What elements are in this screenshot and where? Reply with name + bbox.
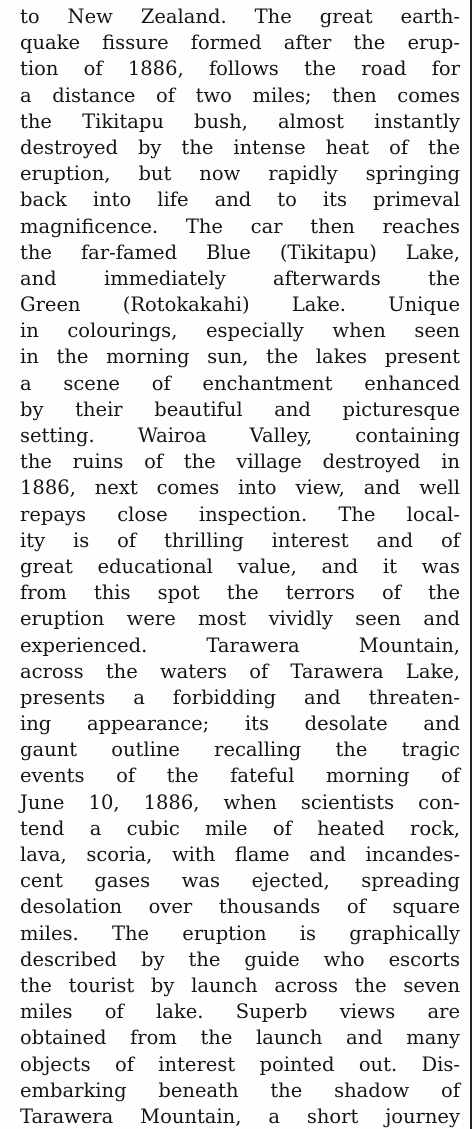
article-line: by their beautiful and picturesque [20,397,460,421]
article-line: eruption were most vividly seen and [20,607,460,631]
article-line: across the waters of Tarawera Lake, [20,659,460,683]
article-line: eruption, but now rapidly springing [20,162,460,186]
article-line: in the morning sun, the lakes present [20,345,460,369]
article-line: quake fissure formed after the erup- [20,31,460,55]
article-line: destroyed by the intense heat of the [20,135,460,159]
article-line: great educational value, and it was [20,554,460,578]
article-line: gaunt outline recalling the tragic [20,738,460,762]
article-line: Green (Rotokakahi) Lake. Unique [20,293,460,317]
article-line: and immediately afterwards the [20,266,460,290]
article-line: a distance of two miles; then comes [20,83,460,107]
article-line: cent gases was ejected, spreading [20,869,460,893]
article-line: the tourist by launch across the seven [20,973,460,997]
article-line: 1886, next comes into view, and well [20,476,460,500]
article-line: presents a forbidding and threaten- [20,685,460,709]
article-line: Tarawera Mountain, a short journey [20,1104,460,1128]
article-line: the far-famed Blue (Tikitapu) Lake, [20,240,460,264]
article-line: ing appearance; its desolate and [20,712,460,736]
article-line: obtained from the launch and many [20,1026,460,1050]
article-line: lava, scoria, with flame and incandes- [20,843,460,866]
article-line: described by the guide who escorts [20,947,460,971]
article-line: the ruins of the village destroyed in [20,450,460,474]
article-line: the Tikitapu bush, almost instantly [20,109,460,133]
article-line: from this spot the terrors of the [20,581,460,605]
article-line: setting. Wairoa Valley, containing [20,424,460,447]
article-line: embarking beneath the shadow of [20,1078,460,1102]
article-line: magnificence. The car then reaches [20,214,460,238]
article-line: June 10, 1886, when scientists con- [20,790,460,814]
article-line: desolation over thousands of square [20,895,460,919]
article-line: objects of interest pointed out. Dis- [20,1052,460,1076]
article-line: tend a cubic mile of heated rock, [20,816,460,840]
article-line: miles of lake. Superb views are [20,1000,460,1024]
article-line: repays close inspection. The local- [20,502,460,526]
article-line: tion of 1886, follows the road for [20,57,460,81]
column-rule [470,0,472,1129]
article-line: miles. The eruption is graphically [20,921,460,945]
article-line: back into life and to its primeval [20,188,460,212]
article-column [20,4,460,1129]
article-line: a scene of enchantment enhanced [20,371,460,395]
article-line: events of the fateful morning of [20,764,460,788]
article-line: ity is of thrilling interest and of [20,528,460,552]
article-line: to New Zealand. The great earth- [20,5,460,28]
article-line: experienced. Tarawera Mountain, [20,633,460,657]
article-line: in colourings, especially when seen [20,319,460,343]
